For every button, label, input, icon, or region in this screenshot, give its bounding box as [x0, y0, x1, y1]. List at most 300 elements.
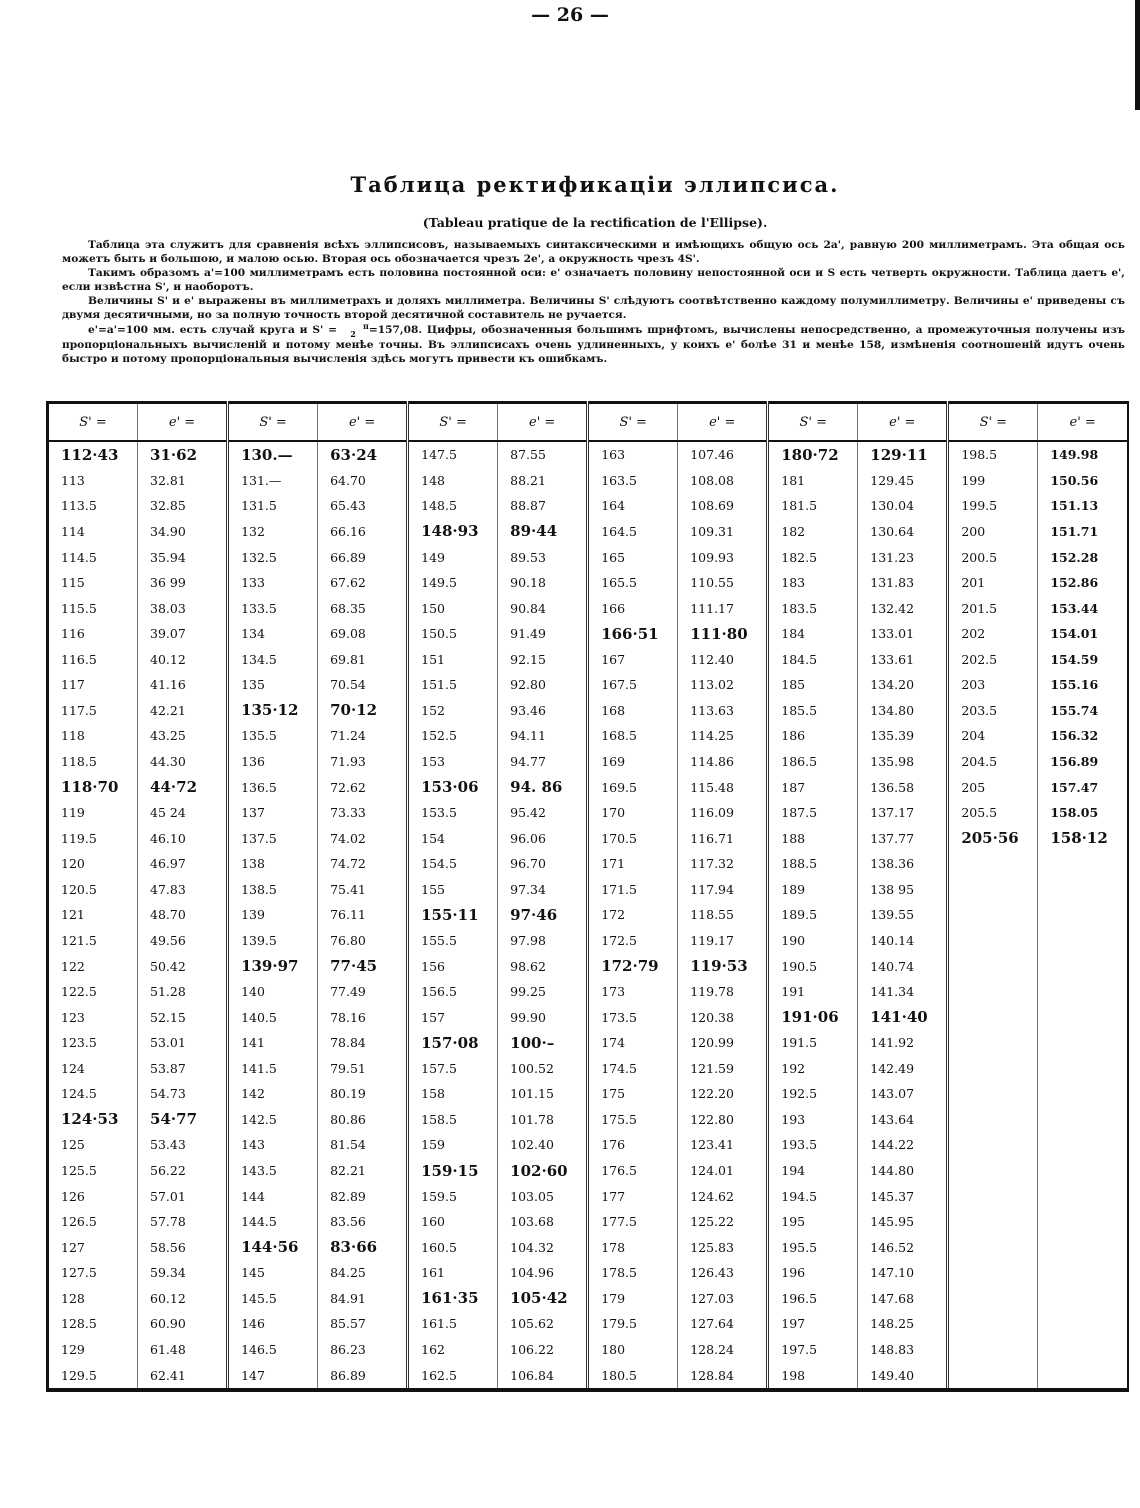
- cell-e: 53.43: [138, 1132, 228, 1158]
- cell-s: 189: [768, 877, 858, 903]
- table-body: [48, 441, 1129, 1390]
- cell-e: 115.48: [678, 774, 768, 800]
- cell-s: [948, 1004, 1038, 1030]
- cell-s: 139: [228, 902, 318, 928]
- cell-s: 137.5: [228, 825, 318, 851]
- cell-s: 154.5: [408, 851, 498, 877]
- cell-s: 128: [61, 1290, 85, 1306]
- cell-s: 186: [768, 723, 858, 749]
- cell-s: 118·70: [61, 778, 119, 797]
- cell-s: 141.5: [228, 1056, 318, 1082]
- cell-e: 120.99: [678, 1030, 768, 1056]
- cell-s: 129: [61, 1341, 85, 1357]
- cell-s: 134.5: [228, 647, 318, 673]
- cell-e: 89·44: [498, 519, 588, 545]
- cell-e: 152.86: [1038, 570, 1128, 596]
- table-row: [48, 1337, 1129, 1363]
- cell-e: 61.48: [138, 1337, 228, 1363]
- cell-s: [948, 877, 1038, 903]
- cell-e: 97.98: [498, 928, 588, 954]
- table-row: [48, 979, 1129, 1005]
- cell-s: 113.5: [61, 498, 97, 514]
- cell-e: 109.93: [678, 544, 768, 570]
- cell-e: 137.77: [858, 825, 948, 851]
- table-row: [48, 519, 1129, 545]
- cell-s: [948, 902, 1038, 928]
- cell-e: 116.71: [678, 825, 768, 851]
- cell-e: 145.95: [858, 1209, 948, 1235]
- cell-s: 200: [948, 519, 1038, 545]
- table-row: [48, 544, 1129, 570]
- cell-s: 180·72: [768, 441, 858, 468]
- cell-s: 136: [228, 749, 318, 775]
- cell-s: 143.5: [228, 1158, 318, 1184]
- cell-e: 51.28: [138, 979, 228, 1005]
- cell-e: 71.93: [318, 749, 408, 775]
- cell-e: [1038, 1260, 1128, 1286]
- cell-e: 144.22: [858, 1132, 948, 1158]
- cell-e: [1038, 1107, 1128, 1133]
- table-row: [48, 1234, 1129, 1260]
- cell-s: 139·97: [228, 953, 318, 979]
- cell-s: 116.5: [61, 651, 97, 667]
- table-row: [48, 877, 1129, 903]
- cell-s: 127.5: [61, 1265, 97, 1281]
- table-header-row: [48, 403, 1129, 442]
- cell-e: 32.81: [138, 468, 228, 494]
- cell-s: [948, 1030, 1038, 1056]
- cell-s: [948, 1286, 1038, 1312]
- cell-e: 46.97: [138, 851, 228, 877]
- cell-e: 108.69: [678, 493, 768, 519]
- cell-e: [1038, 1362, 1128, 1390]
- cell-s: 121: [61, 907, 85, 923]
- cell-e: 57.01: [138, 1183, 228, 1209]
- cell-e: 140.74: [858, 953, 948, 979]
- cell-s: 148.5: [408, 493, 498, 519]
- cell-e: 73.33: [318, 800, 408, 826]
- cell-e: 66.89: [318, 544, 408, 570]
- cell-e: 133.61: [858, 647, 948, 673]
- cell-e: 70·12: [318, 698, 408, 724]
- cell-e: [1038, 851, 1128, 877]
- cell-e: 100·–: [498, 1030, 588, 1056]
- cell-s: 157.5: [408, 1056, 498, 1082]
- cell-s: 187: [768, 774, 858, 800]
- cell-s: [948, 1056, 1038, 1082]
- cell-e: 40.12: [138, 647, 228, 673]
- cell-e: 58.56: [138, 1234, 228, 1260]
- cell-e: 78.84: [318, 1030, 408, 1056]
- cell-s: 204: [948, 723, 1038, 749]
- cell-s: 198.5: [948, 441, 1038, 468]
- cell-s: 159: [408, 1132, 498, 1158]
- cell-s: 201: [948, 570, 1038, 596]
- cell-e: 38.03: [138, 595, 228, 621]
- cell-e: 86.89: [318, 1362, 408, 1390]
- cell-s: 152: [408, 698, 498, 724]
- cell-s: 129.5: [61, 1367, 97, 1383]
- cell-s: [948, 1260, 1038, 1286]
- cell-e: 97·46: [498, 902, 588, 928]
- cell-s: 160.5: [408, 1234, 498, 1260]
- cell-e: 36 99: [138, 570, 228, 596]
- cell-e: 92.15: [498, 647, 588, 673]
- cell-s: 161.5: [408, 1311, 498, 1337]
- header-s-col-5: S' =: [768, 403, 858, 442]
- cell-e: 122.80: [678, 1107, 768, 1133]
- cell-e: 81.54: [318, 1132, 408, 1158]
- cell-s: 132: [228, 519, 318, 545]
- cell-s: [948, 1081, 1038, 1107]
- cell-s: [948, 1362, 1038, 1390]
- cell-s: [948, 1234, 1038, 1260]
- cell-s: [948, 1337, 1038, 1363]
- cell-e: 151.71: [1038, 519, 1128, 545]
- cell-s: 203.5: [948, 698, 1038, 724]
- cell-s: 159.5: [408, 1183, 498, 1209]
- cell-s: 189.5: [768, 902, 858, 928]
- cell-s: 114: [61, 523, 85, 539]
- cell-e: 66.16: [318, 519, 408, 545]
- cell-e: 149.98: [1038, 441, 1128, 468]
- cell-e: 106.22: [498, 1337, 588, 1363]
- cell-s: 147: [228, 1362, 318, 1390]
- cell-e: 104.32: [498, 1234, 588, 1260]
- cell-e: 63·24: [318, 441, 408, 468]
- cell-s: 149: [408, 544, 498, 570]
- cell-e: [1038, 1286, 1128, 1312]
- cell-s: 140.5: [228, 1004, 318, 1030]
- cell-e: 135.98: [858, 749, 948, 775]
- cell-e: 130.64: [858, 519, 948, 545]
- cell-e: 50.42: [138, 953, 228, 979]
- cell-s: 184: [768, 621, 858, 647]
- cell-s: 118: [61, 728, 85, 744]
- cell-s: 139.5: [228, 928, 318, 954]
- cell-e: 116.09: [678, 800, 768, 826]
- cell-s: 160: [408, 1209, 498, 1235]
- cell-e: 39.07: [138, 621, 228, 647]
- cell-s: [948, 928, 1038, 954]
- cell-s: 133: [228, 570, 318, 596]
- cell-e: 53.01: [138, 1030, 228, 1056]
- cell-e: 128.84: [678, 1362, 768, 1390]
- intro-p4-start: e'=a'=100 мм. есть случай круга и S' =: [88, 324, 338, 336]
- cell-s: 146: [228, 1311, 318, 1337]
- cell-s: 174.5: [588, 1056, 678, 1082]
- cell-e: 64.70: [318, 468, 408, 494]
- cell-e: 91.49: [498, 621, 588, 647]
- table-row: [48, 1081, 1129, 1107]
- cell-s: 187.5: [768, 800, 858, 826]
- cell-s: 150: [408, 595, 498, 621]
- cell-s: 154: [408, 825, 498, 851]
- table-row: [48, 672, 1129, 698]
- cell-e: 56.22: [138, 1158, 228, 1184]
- cell-s: 177.5: [588, 1209, 678, 1235]
- table-row: [48, 1260, 1129, 1286]
- cell-s: 178: [588, 1234, 678, 1260]
- cell-e: 104.96: [498, 1260, 588, 1286]
- cell-s: 181.5: [768, 493, 858, 519]
- cell-s: 194.5: [768, 1183, 858, 1209]
- cell-s: 161: [408, 1260, 498, 1286]
- cell-e: 96.70: [498, 851, 588, 877]
- cell-s: 142: [228, 1081, 318, 1107]
- cell-e: 126.43: [678, 1260, 768, 1286]
- intro-paragraph-3: Величины S' и e' выражены въ миллиметрахъ и доляхъ миллиметра. Величины S' слѣдуютъ соотвѣтственно каждому полумиллиметру. Величины e' приведены съ двумя десятичными, но за полную точность второй десятичной составитель не ручается.: [62, 295, 1125, 321]
- cell-s: [948, 1132, 1038, 1158]
- cell-s: 128.5: [61, 1316, 97, 1332]
- intro-paragraph-4: [62, 322, 1125, 366]
- cell-s: 164.5: [588, 519, 678, 545]
- cell-s: 183.5: [768, 595, 858, 621]
- table-row: [48, 1030, 1129, 1056]
- cell-s: 123: [61, 1009, 85, 1025]
- table-row: [48, 468, 1129, 494]
- cell-s: 125: [61, 1137, 85, 1153]
- cell-s: 205·56: [948, 825, 1038, 851]
- cell-s: 201.5: [948, 595, 1038, 621]
- cell-s: 162: [408, 1337, 498, 1363]
- cell-s: 181: [768, 468, 858, 494]
- cell-e: 119.78: [678, 979, 768, 1005]
- cell-e: 60.90: [138, 1311, 228, 1337]
- cell-s: 117: [61, 677, 85, 693]
- cell-e: [1038, 1209, 1128, 1235]
- header-e-col-4: e' =: [678, 403, 768, 442]
- cell-e: 69.81: [318, 647, 408, 673]
- table-row: [48, 800, 1129, 826]
- cell-s: 166·51: [588, 621, 678, 647]
- header-s-col-3: S' =: [408, 403, 498, 442]
- cell-e: 154.01: [1038, 621, 1128, 647]
- cell-e: 132.42: [858, 595, 948, 621]
- table-row: [48, 570, 1129, 596]
- cell-s: 118.5: [61, 754, 97, 770]
- cell-s: 167: [588, 647, 678, 673]
- cell-s: 174: [588, 1030, 678, 1056]
- cell-s: [948, 851, 1038, 877]
- cell-e: 113.02: [678, 672, 768, 698]
- header-e-col-2: e' =: [318, 403, 408, 442]
- cell-e: 44·72: [138, 774, 228, 800]
- cell-e: 138 95: [858, 877, 948, 903]
- cell-e: 82.21: [318, 1158, 408, 1184]
- cell-s: 202.5: [948, 647, 1038, 673]
- cell-s: 113: [61, 472, 85, 488]
- cell-e: 44.30: [138, 749, 228, 775]
- cell-s: 124·53: [61, 1110, 119, 1129]
- header-s-col-2: S' =: [228, 403, 318, 442]
- cell-s: 163.5: [588, 468, 678, 494]
- cell-s: 161·35: [408, 1286, 498, 1312]
- cell-e: [1038, 1004, 1128, 1030]
- cell-s: [948, 979, 1038, 1005]
- cell-e: 105.62: [498, 1311, 588, 1337]
- cell-e: 131.23: [858, 544, 948, 570]
- cell-s: 182.5: [768, 544, 858, 570]
- cell-s: 148·93: [408, 519, 498, 545]
- cell-e: 155.16: [1038, 672, 1128, 698]
- cell-s: 195: [768, 1209, 858, 1235]
- cell-e: 149.40: [858, 1362, 948, 1390]
- header-e-col-3: e' =: [498, 403, 588, 442]
- header-s-col-6: S' =: [948, 403, 1038, 442]
- cell-s: 120.5: [61, 881, 97, 897]
- cell-s: 124: [61, 1060, 85, 1076]
- table-row: [48, 1183, 1129, 1209]
- cell-e: 79.51: [318, 1056, 408, 1082]
- cell-e: 127.03: [678, 1286, 768, 1312]
- cell-e: 62.41: [138, 1362, 228, 1390]
- cell-e: 111.17: [678, 595, 768, 621]
- cell-s: 153·06: [408, 774, 498, 800]
- cell-s: [948, 1158, 1038, 1184]
- cell-e: 71.24: [318, 723, 408, 749]
- intro-paragraph-1: Таблица эта служитъ для сравненія всѣхъ эллипсисовъ, называемыхъ синтаксическими и имѣющихъ общую ось 2a', равную 200 миллиметрамъ. Эта общая ось можетъ быть и большою, и малою осью. Вторая ось обозначается чрезъ 2e', а окружность чрезъ 4S'.: [62, 239, 1125, 265]
- table-row: [48, 441, 1129, 468]
- cell-e: 60.12: [138, 1286, 228, 1312]
- cell-e: 125.22: [678, 1209, 768, 1235]
- cell-e: 117.94: [678, 877, 768, 903]
- cell-s: 125.5: [61, 1163, 97, 1179]
- cell-s: 155.5: [408, 928, 498, 954]
- cell-s: 173.5: [588, 1004, 678, 1030]
- cell-s: 192.5: [768, 1081, 858, 1107]
- table-row: [48, 928, 1129, 954]
- cell-s: 156.5: [408, 979, 498, 1005]
- cell-e: 147.10: [858, 1260, 948, 1286]
- cell-s: 131.5: [228, 493, 318, 519]
- cell-e: [1038, 1081, 1128, 1107]
- cell-s: 165: [588, 544, 678, 570]
- cell-e: 98.62: [498, 953, 588, 979]
- cell-s: 167.5: [588, 672, 678, 698]
- table-row: [48, 1158, 1129, 1184]
- cell-e: 155.74: [1038, 698, 1128, 724]
- cell-e: 130.04: [858, 493, 948, 519]
- cell-s: 150.5: [408, 621, 498, 647]
- cell-s: 124.5: [61, 1086, 97, 1102]
- cell-e: 143.07: [858, 1081, 948, 1107]
- cell-e: 83.56: [318, 1209, 408, 1235]
- cell-e: 95.42: [498, 800, 588, 826]
- cell-s: 191.5: [768, 1030, 858, 1056]
- cell-s: 151.5: [408, 672, 498, 698]
- cell-s: 134: [228, 621, 318, 647]
- cell-s: 179.5: [588, 1311, 678, 1337]
- cell-e: 147.68: [858, 1286, 948, 1312]
- cell-s: 138.5: [228, 877, 318, 903]
- table-row: [48, 1004, 1129, 1030]
- cell-s: 178.5: [588, 1260, 678, 1286]
- cell-e: 156.32: [1038, 723, 1128, 749]
- cell-s: 152.5: [408, 723, 498, 749]
- cell-e: 90.18: [498, 570, 588, 596]
- cell-s: 120: [61, 856, 85, 872]
- cell-e: [1038, 1158, 1128, 1184]
- cell-e: 41.16: [138, 672, 228, 698]
- cell-e: 45 24: [138, 800, 228, 826]
- intro-p4-end: =157,08. Цифры, обозначенныя большимъ шрифтомъ, вычислены непосредственно, а промежуточныя получены изъ пропорціональныхъ вычисленій и потому менѣе точны. Въ эллипсисахъ очень удлиненныхъ, у коихъ e' болѣе 31 и менѣе 158, измѣненія соотношеній идутъ очень быстро и потому пропорціональныя вычисленія здѣсь могутъ привести къ ошибкамъ.: [62, 324, 1125, 365]
- table-row: [48, 493, 1129, 519]
- cell-e: 99.25: [498, 979, 588, 1005]
- cell-e: 121.59: [678, 1056, 768, 1082]
- cell-s: 149.5: [408, 570, 498, 596]
- cell-e: 152.28: [1038, 544, 1128, 570]
- cell-e: 82.89: [318, 1183, 408, 1209]
- cell-s: 185: [768, 672, 858, 698]
- cell-s: 158.5: [408, 1107, 498, 1133]
- cell-e: 52.15: [138, 1004, 228, 1030]
- cell-e: 88.21: [498, 468, 588, 494]
- cell-e: 43.25: [138, 723, 228, 749]
- cell-s: 157: [408, 1004, 498, 1030]
- cell-e: 94. 86: [498, 774, 588, 800]
- cell-s: 165.5: [588, 570, 678, 596]
- cell-s: 188: [768, 825, 858, 851]
- cell-s: 204.5: [948, 749, 1038, 775]
- cell-e: 119.17: [678, 928, 768, 954]
- cell-s: 144·56: [228, 1234, 318, 1260]
- cell-e: 100.52: [498, 1056, 588, 1082]
- cell-s: 133.5: [228, 595, 318, 621]
- cell-e: 76.80: [318, 928, 408, 954]
- cell-s: 145: [228, 1260, 318, 1286]
- cell-s: 163: [588, 441, 678, 468]
- cell-s: 119.5: [61, 830, 97, 846]
- cell-s: 191: [768, 979, 858, 1005]
- cell-s: 205: [948, 774, 1038, 800]
- cell-s: 180: [588, 1337, 678, 1363]
- table-row: [48, 749, 1129, 775]
- cell-e: 31·62: [138, 441, 228, 468]
- cell-e: 76.11: [318, 902, 408, 928]
- cell-s: 121.5: [61, 932, 97, 948]
- cell-e: 143.64: [858, 1107, 948, 1133]
- cell-e: 151.13: [1038, 493, 1128, 519]
- cell-s: 159·15: [408, 1158, 498, 1184]
- cell-e: 114.25: [678, 723, 768, 749]
- cell-e: 118.55: [678, 902, 768, 928]
- cell-s: 148: [408, 468, 498, 494]
- cell-e: 158·12: [1038, 825, 1128, 851]
- header-e-col-6: e' =: [1038, 403, 1128, 442]
- cell-e: [1038, 1030, 1128, 1056]
- table-row: [48, 698, 1129, 724]
- cell-s: 135: [228, 672, 318, 698]
- cell-e: 59.34: [138, 1260, 228, 1286]
- cell-e: [1038, 1337, 1128, 1363]
- cell-s: 188.5: [768, 851, 858, 877]
- fraction-numerator: π: [363, 321, 369, 331]
- cell-e: 154.59: [1038, 647, 1128, 673]
- cell-s: 172.5: [588, 928, 678, 954]
- table-row: [48, 1209, 1129, 1235]
- cell-s: [948, 953, 1038, 979]
- cell-s: 169.5: [588, 774, 678, 800]
- cell-s: 176: [588, 1132, 678, 1158]
- cell-s: 144: [228, 1183, 318, 1209]
- cell-e: 131.83: [858, 570, 948, 596]
- cell-s: 123.5: [61, 1035, 97, 1051]
- intro-text: [62, 238, 1125, 366]
- cell-s: 197: [768, 1311, 858, 1337]
- cell-s: 168.5: [588, 723, 678, 749]
- cell-s: 147.5: [408, 441, 498, 468]
